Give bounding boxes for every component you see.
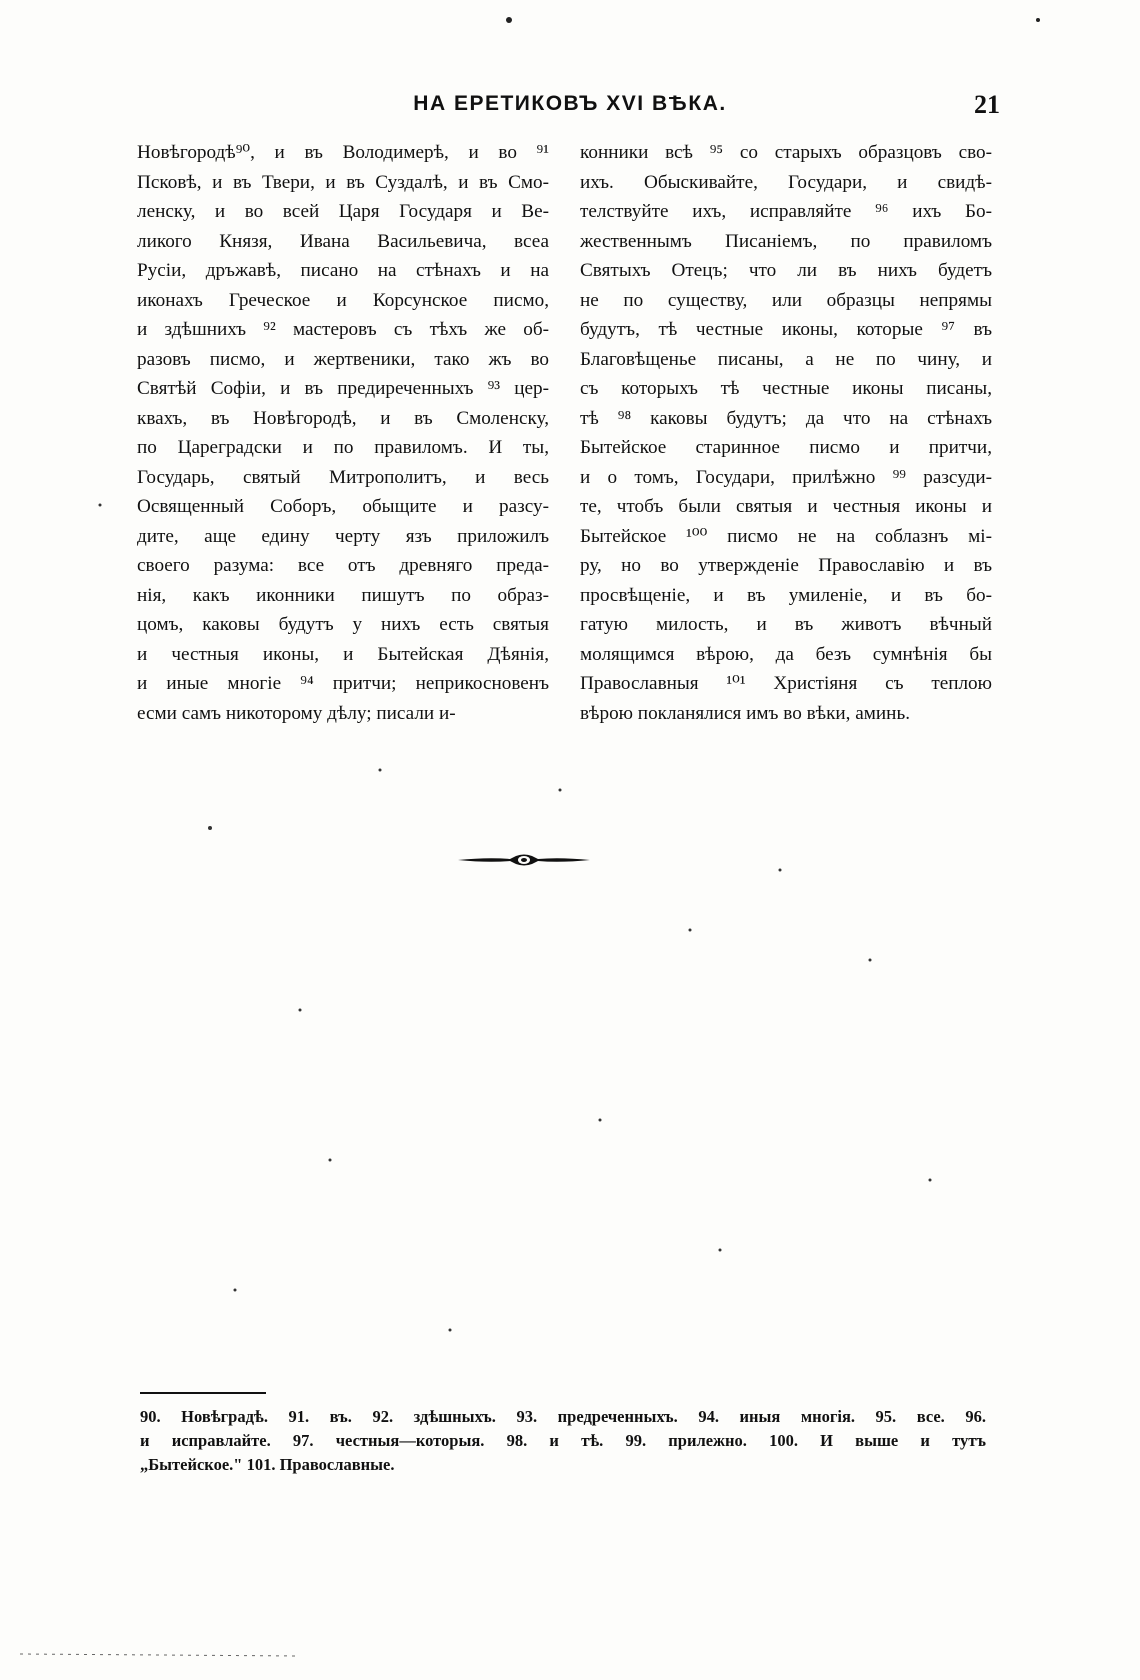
text-line: не по существу, или образцы непрямы <box>580 289 992 311</box>
text-line: Освященный Соборъ, обыщите и разсу- <box>137 496 549 517</box>
page-number: 21 <box>974 90 1000 119</box>
text-line: и честныя иконы, и Бытейская Дѣянія, <box>137 643 549 665</box>
text-line: вѣрою покланялися имъ во вѣки, аминь. <box>580 702 911 724</box>
text-line: Русіи, дръжавѣ, писано на стѣнахъ и на <box>137 260 549 281</box>
text-line: ихъ. Обыскивайте, Государи, и свидѣ- <box>580 171 992 193</box>
text-line: Бытейское старинное писмо и притчи, <box>580 437 992 458</box>
text-line: те, чтобъ были святыя и честныя иконы и <box>580 496 992 517</box>
text-line: Благовѣщенье писаны, а не по чину, и <box>580 348 992 370</box>
text-line: есми самъ никоторому дѣлу; писали и- <box>137 702 456 724</box>
text-line: Государь, святый Митрополитъ, и весь <box>137 466 549 488</box>
text-line: тѣ ⁹⁸ каковы будутъ; да что на стѣнахъ <box>580 407 992 429</box>
text-line: Святѣй Софіи, и въ предиреченныхъ ⁹³ цер- <box>137 378 549 399</box>
text-line: и о томъ, Государи, прилѣжно ⁹⁹ разсуди- <box>580 466 992 488</box>
text-line: гатую милость, и въ животъ вѣчный <box>580 614 992 635</box>
text-line: и здѣшнихъ ⁹² мастеровъ съ тѣхъ же об- <box>137 319 549 340</box>
left-text-column <box>137 138 549 728</box>
footnote-line: 90. Новѣградѣ. 91. въ. 92. здѣшныхъ. 93. предреченныхъ. 94. иныя многія. 95. все. 96. <box>140 1407 986 1426</box>
text-line: съ которыхъ тѣ честные иконы писаны, <box>580 378 992 399</box>
text-line: конники всѣ ⁹⁵ со старыхъ образцовъ сво- <box>580 142 992 163</box>
page-header <box>140 90 1000 120</box>
footnotes <box>140 1405 986 1477</box>
text-line: просвѣщеніе, и въ умиленіе, и въ бо- <box>580 584 992 606</box>
text-line: Православныя ¹⁰¹ Христіяня съ теплою <box>580 673 992 694</box>
text-line: ру, но во утвержденіе Православію и въ <box>580 555 992 576</box>
text-line: ликого Князя, Ивана Васильевича, всеа <box>137 230 549 252</box>
text-line: телствуйте ихъ, исправляйте ⁹⁶ ихъ Бо- <box>580 201 992 222</box>
text-line: будутъ, тѣ честные иконы, которые ⁹⁷ въ <box>580 319 992 340</box>
running-title: НА ЕРЕТИКОВЪ XVI ВѢКА. <box>413 92 727 115</box>
text-line: молящимся вѣрою, да безъ сумнѣнія бы <box>580 643 992 665</box>
text-line: Святыхъ Отецъ; что ли въ нихъ будетъ <box>580 260 992 281</box>
text-line: Бытейское ¹⁰⁰ писмо не на соблазнъ мі- <box>580 525 992 547</box>
footnote-rule <box>140 1392 266 1394</box>
text-line: разовъ писмо, и жертвеники, тако жъ во <box>137 348 549 370</box>
text-line: нія, какъ иконники пишутъ по образ- <box>137 584 549 606</box>
text-line: ленску, и во всей Царя Государя и Ве- <box>137 201 549 222</box>
text-line: и иные многіе ⁹⁴ притчи; неприкосновенъ <box>137 673 549 694</box>
footnote-line: „Бытейское." 101. Православные. <box>140 1455 395 1474</box>
text-line: по Цареградски и по правиломъ. И ты, <box>137 437 549 458</box>
footnote-line: и исправлайте. 97. честныя—которыя. 98. и тѣ. 99. прилежно. 100. И выше и тутъ <box>140 1431 986 1450</box>
text-line: цомъ, каковы будутъ у нихъ есть святыя <box>137 614 549 635</box>
right-text-column <box>580 138 992 728</box>
text-line: Псковѣ, и въ Твери, и въ Суздалѣ, и въ Смо- <box>137 171 549 193</box>
section-divider-ornament <box>458 852 590 868</box>
text-line: своего разума: все отъ древняго преда- <box>137 555 549 576</box>
text-line: Новѣгородѣ⁹⁰, и въ Володимерѣ, и во ⁹¹ <box>137 142 549 163</box>
text-line: дите, аще едину черту язъ приложилъ <box>137 525 549 547</box>
text-line: квахъ, въ Новѣгородѣ, и въ Смоленску, <box>137 407 549 429</box>
text-line: иконахъ Греческое и Корсунское писмо, <box>137 289 549 311</box>
text-line: жественнымъ Писаніемъ, по правиломъ <box>580 230 992 252</box>
